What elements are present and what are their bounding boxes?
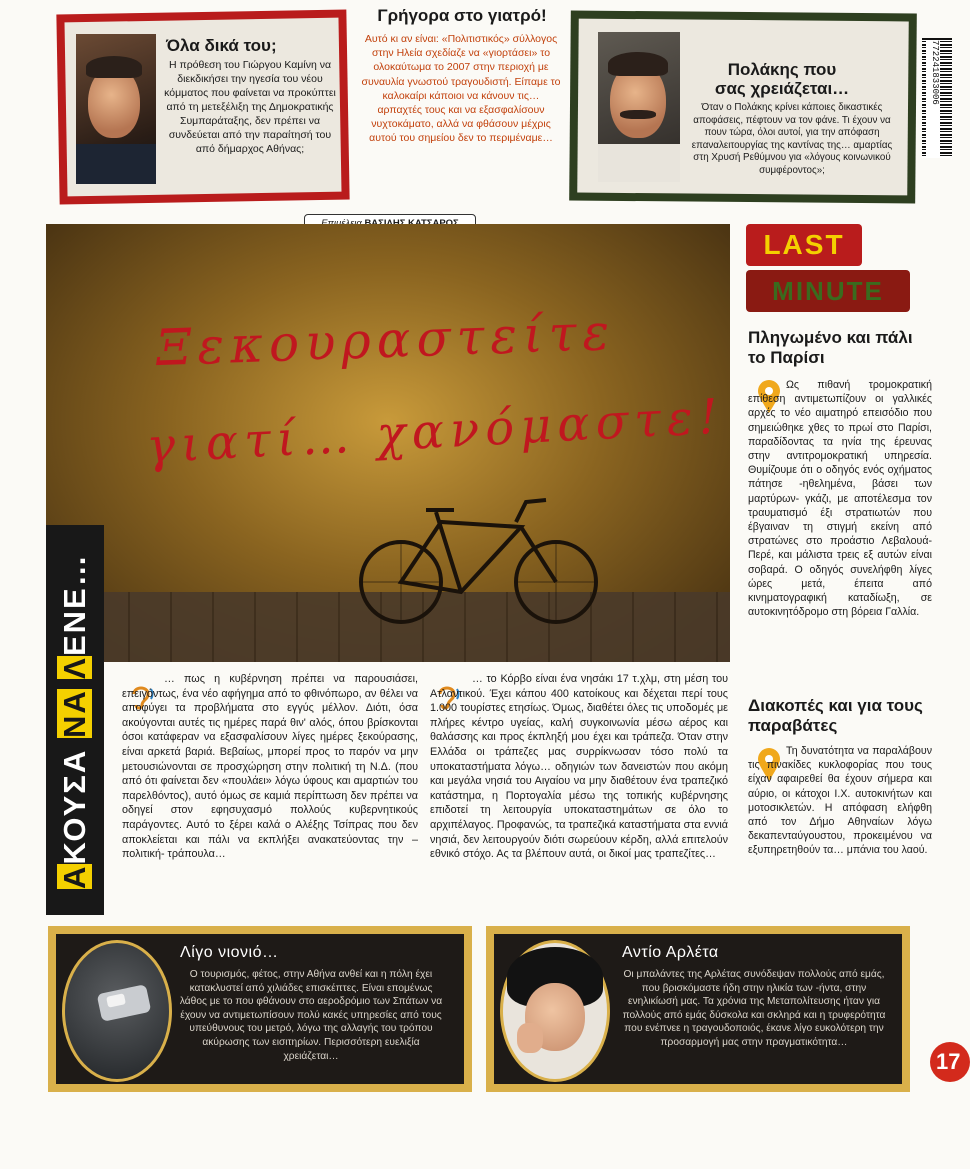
minute-label: MINUTE	[746, 270, 910, 312]
side-label-end: ΕΝΕ…	[57, 553, 92, 656]
barcode-number: 772241833006	[926, 40, 940, 158]
main-photo	[46, 224, 730, 662]
polakis-photo	[598, 32, 680, 182]
kaminis-photo	[76, 34, 156, 184]
side-label-l: Λ	[57, 655, 92, 679]
side-label-middle: ΚΟΥΣΑ	[57, 737, 92, 865]
last-minute-badge	[746, 224, 910, 316]
top-right-title: Πολάκης που σας χρειάζεται…	[714, 60, 850, 98]
side-label-na: ΝΑ	[57, 689, 92, 738]
top-left-title: Όλα δικά του;	[166, 36, 277, 55]
graffiti-line-1: Ξεκουραστείτε	[155, 303, 617, 378]
last-label: LAST	[746, 224, 862, 266]
right-1-text: Ως πιθανή τρομοκρατική επίθεση αντιμετωπίζουν οι γαλλικές αρχές το νέο αιματηρό επεισόδιο που σημειώθηκε χθες το πρωί στο Παρίσι, παραδίδοντας τα ηνία της έρευνας στην αντιτρομοκρατική υπηρεσία. Θυμίζουμε ότι ο οδηγός ενός οχήματος πάτησε -ηθελημένα, βάσει των μαρτύρων- γκάζι, με αποτέλεσμα τον τραυματισμό έξι στρατιωτών που έβγαιναν τη στιγμή εκείνη από στρατώνες στο προάστιο Λεβαλουά-Περέ, και μάλιστα τρεις εξ αυτών είναι σοβαρά. Ο οδηγός συνελήφθη λίγες ώρες μετά, έπειτα από κινηματογραφική καταδίωξη, σε αυτοκινητόδρομο στη βόρεια Γαλλία.	[748, 379, 932, 619]
top-right-text: Όταν ο Πολάκης κρίνει κάποιες δικαστικές αποφάσεις, πέφτουν να τον φάνε. Τι έχουν να πουν τώρα, όλοι αυτοί, για την απόφαση επαναλειτουργίας της καντίνας της… αμαρτίας στη Χρυσή Ρεθύμνου για «λόγους κοινωνικού συμφέροντος»;	[691, 102, 893, 176]
side-label-akousa-na-lene	[46, 525, 104, 915]
column-2-text: … το Κόρβο είναι ένα νησάκι 17 τ.χλμ, στη μέση του Ατλαντικού. Έχει κάπου 400 κατοίκους και δέχεται περί τους 1.000 τουρίστες ετησίως. Όμως, διαθέτει όλες τις υποδομές με πλήρες κέντρο υγείας, καλή συγκοινωνία μέσω αέρος και θαλάσσης και προς έκπληξή μου έχει και τράπεζα. Όταν στην Ελλάδα οι τράπεζες μας συρρίκνωσαν τόσο πολύ τα υποκαταστήματα λόγω… οδηγιών των δανειστών που ακόμη και μεγάλα νησιά του Αιγαίου να μην διαθέτουν ένα τραπεζικό κατάστημα, η Πορτογαλία μέσω της τοπικής κυβέρνησης επιδοτεί τη λειτουργία υποκαταστημάτων σε όλο το αρχιπέλαγος. Προφανώς, τα τραπεζικά καταστήματα στα εννιά νησιά, δεν λειτουργούν διότι σωρεύουν κέρδη, αλλά επιτελούν εθνικό στόχο. Ας τα βλέπουν αυτά, οι δικοί μας τραπεζίτες…	[430, 673, 728, 861]
bottom-left-text: Ο τουρισμός, φέτος, στην Αθήνα ανθεί και η πόλη έχει κατακλυστεί από χιλιάδες επισκέπτες. Είναι επομένως λάθος με το που φθάνουν στο αεροδρόμιο των Σπάτων να έχουν να αντιμετωπίσουν πολύ κακές υπηρεσίες από τους υπεύθυνους του μετρό, λόγω της αλλαγής του τρόπου ακύρωσης των εισιτηρίων. Περισσότερη ευελιξία χρειάζεται…	[179, 969, 443, 1062]
page-number: 17	[930, 1042, 970, 1082]
graffiti-line-2: γιατί… χανόμαστε!	[144, 388, 726, 475]
bottom-right-title: Αντίο Αρλέτα	[622, 944, 719, 961]
side-label-text	[56, 535, 94, 907]
top-left-text: Η πρόθεση του Γιώργου Καμίνη να διεκδικήσει την ηγεσία του νέου κόμματος που φαίνεται να προκύπτει από τη μετεξέλιξη της Δημοκρατικής Συμπαράταξης, δεν πρέπει να συνδεύεται από την παραίτησή του από δήμαρχος Αθήνας;	[164, 59, 336, 155]
column-1-text: … πως η κυβέρνηση πρέπει να παρουσιάσει, επειγόντως, ένα νέο αφήγημα από το φθινόπωρο, αν θέλει να αποφύγει τα προβλήματα στο εγγύς μέλλον. Διότι, όσα ακούγονται αυτές τις ημέρες παρά θιν' αλός, όπου βρίσκονται όσοι κατάφεραν να εξασφαλίσουν λίγες ημέρες ξεκούρασης, είναι αρκετά βαριά. Βεβαίως, μπορεί προς το παρόν να μην μετουσιώνονται σε προσχώρηση στην πολιτική τη Ν.Δ. (που από ότι φαίνεται δεν «πουλάει» λόγω ύφους και αμαρτιών του παρελθόντος), αυτό όμως σε καμιά περίπτωση δεν πρέπει να οδηγεί στον εφησυχασμό πολλούς κυβερνητικούς παράγοντες. Αυτό το ξέρει καλά ο Αλέξης Τσίπρας που δεν αποκλείεται και πάλι να εκπλήξει ανακατεύοντας την –πολιτική- τράπουλα…	[122, 673, 418, 861]
right-2-title: Διακοπές και για τους παραβάτες	[748, 696, 923, 735]
bottom-right-text: Οι μπαλάντες της Αρλέτας συνόδεψαν πολλούς από εμάς, που βρισκόμαστε ήδη στην ηλικία των -ήντα, στην ενηλικίωσή μας. Τα χρόνια της Μεταπολίτευσης ήταν για πολλούς από εμάς δύσκολα και σκληρά και η τρυφερότητα που ενέπνεε η τραγουδοποιός, έκανε λίγο ευκολότερη την προσαρμογή μας στην πραγματικότητα…	[622, 969, 886, 1048]
side-label-a: Α	[57, 864, 92, 889]
top-center-title: Γρήγορα στο γιατρό!	[377, 6, 547, 25]
arleta-photo	[500, 940, 610, 1082]
right-1-title: Πληγωμένο και πάλι το Παρίσι	[748, 328, 913, 367]
metro-gate-photo	[62, 940, 172, 1082]
side-label-space	[57, 679, 92, 690]
top-center-text: Αυτό κι αν είναι: «Πολιτιστικός» σύλλογος στην Ηλεία σχεδίαζε να «γιορτάσει» το ολοκαύτωμα το 2007 στην περιοχή με συναυλία γνωστού τραγουδιστή. Είπαμε το καλοκαίρι κάποιοι να κάνουν τις… αρπαχτές τους και να εξασφαλίσουν νυχτοκάματο, αλλά να φθάσουν μέχρις αυτού του σημείου δεν το περιμέναμε…	[361, 33, 561, 145]
right-2-text: Τη δυνατότητα να παραλάβουν τις πινακίδες κυκλοφορίας που τους είχαν αφαιρεθεί θα έχουν σήμερα και αύριο, οι κάτοχοι Ι.Χ. αυτοκινήτων και μοτοσικλετών. Η απόφαση ελήφθη από τον Δήμο Αθηναίων λόγω δεκαπενταύγουστου, προκειμένου να εξυπηρετηθούν τα… μπάνια του λαού.	[748, 745, 932, 857]
bicycle-image	[346, 482, 616, 642]
bottom-left-title: Λίγο νιονιό…	[180, 944, 279, 961]
